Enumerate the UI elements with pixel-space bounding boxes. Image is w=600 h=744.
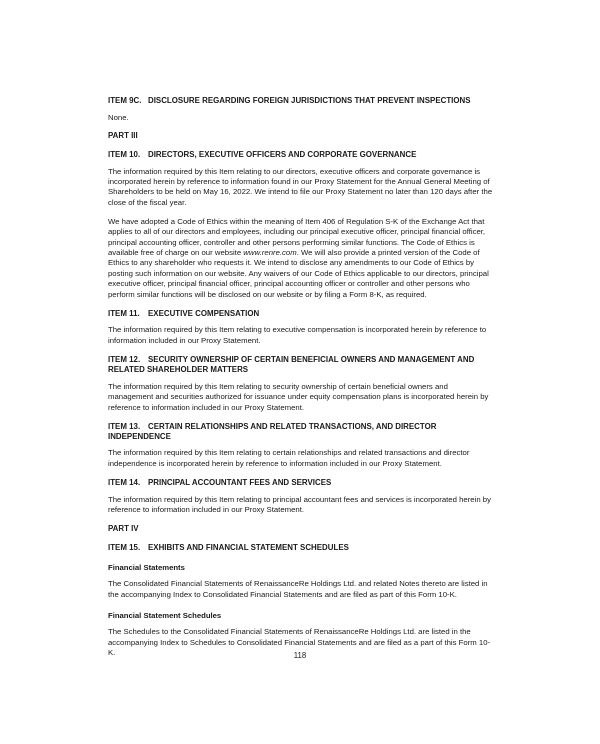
item-9c-heading (108, 96, 494, 106)
part-iv-heading: PART IV (108, 524, 139, 534)
item-9c-body: None. (108, 112, 129, 122)
item-15-heading (108, 543, 494, 553)
item-number: ITEM 10. (108, 149, 141, 159)
item-10-paragraph-1: The information required by this Item relating to our directors, executive officers and corporate governance is incorporated herein by reference to information found in our Proxy Statement for the Annual General Meeting of Shareholders to be held on May 16, 2022. We intend to file our Proxy Statement no later than 120 days after the close of the fiscal year. (108, 166, 493, 207)
financial-statement-schedules-body: The Schedules to the Consolidated Financial Statements of RenaissanceRe Holdings Ltd. are listed in the accompanying Index to Schedules to Consolidated Financial Statements and are filed as a part of this Form 10-K. (108, 627, 491, 658)
item-title: EXECUTIVE COMPENSATION (148, 308, 260, 318)
item-14-heading (108, 478, 494, 488)
item-number: ITEM 15. (108, 542, 141, 552)
item-number: ITEM 11. (108, 308, 140, 318)
paragraph-text: . We will also provide a printed version of the Code of Ethics to any shareholder who requests it. We intend to disclose any amendments to our Code of Ethics by posting such information on our website. Any waivers of our Code of Ethics applicable to our directors, principal executive officer, principal financial officer, principal accounting officer or controller and other persons who perform similar functions will be disclosed on our website or by filing a Form 8-K, as required. (108, 247, 489, 299)
item-14-body: The information required by this Item relating to principal accountant fees and services is incorporated herein by reference to information included in our Proxy Statement. (108, 494, 491, 515)
item-12-heading (108, 355, 494, 376)
item-13-body: The information required by this Item relating to certain relationships and related transactions and director independence is incorporated herein by reference to information included in our Proxy Statement. (108, 448, 470, 468)
financial-statements-body: The Consolidated Financial Statements of RenaissanceRe Holdings Ltd. and related Notes thereto are listed in the accompanying Index to Consolidated Financial Statements and are filed as part of this Form 10-K. (108, 579, 488, 599)
financial-statements-subheading: Financial Statements (108, 562, 185, 572)
item-number: ITEM 9C. (108, 96, 142, 105)
item-title: DIRECTORS, EXECUTIVE OFFICERS AND CORPORATE GOVERNANCE (148, 149, 417, 159)
document-page (108, 96, 494, 667)
item-title: SECURITY OWNERSHIP OF CERTAIN BENEFICIAL OWNERS AND MANAGEMENT AND RELATED SHAREHOLDER MATTERS (108, 354, 475, 375)
item-number: ITEM 14. (108, 477, 141, 487)
item-10-paragraph-2 (108, 217, 494, 300)
page-number: 118 (293, 651, 307, 660)
item-13-heading (108, 422, 494, 443)
item-title: EXHIBITS AND FINANCIAL STATEMENT SCHEDULES (148, 542, 349, 552)
item-number: ITEM 13. (108, 421, 141, 431)
item-number: ITEM 12. (108, 354, 141, 364)
website-link[interactable]: www.renre.com (243, 247, 297, 257)
item-12-body: The information required by this Item relating to security ownership of certain beneficial owners and management and securities authorized for issuance under equity compensation plans is incorporated herein by reference to information included in our Proxy Statement. (108, 381, 489, 412)
item-10-heading (108, 150, 494, 160)
item-11-heading (108, 309, 494, 319)
item-title: CERTAIN RELATIONSHIPS AND RELATED TRANSACTIONS, AND DIRECTOR INDEPENDENCE (108, 421, 437, 441)
item-title: DISCLOSURE REGARDING FOREIGN JURISDICTIONS THAT PREVENT INSPECTIONS (148, 96, 471, 105)
part-iii-heading: PART III (108, 130, 138, 140)
financial-statement-schedules-subheading: Financial Statement Schedules (108, 610, 222, 620)
item-11-body: The information required by this Item relating to executive compensation is incorporated herein by reference to information included in our Proxy Statement. (108, 325, 487, 345)
item-title: PRINCIPAL ACCOUNTANT FEES AND SERVICES (148, 477, 332, 487)
paragraph-text: We have adopted a Code of Ethics within the meaning of Item 406 of Regulation S-K of the Exchange Act that applies to all of our directors and employees, including our principal executive officer, principal financial officer, principal accounting officer, controller and other persons performing similar functions. The Code of Ethics is available free of charge on our website (108, 216, 486, 257)
